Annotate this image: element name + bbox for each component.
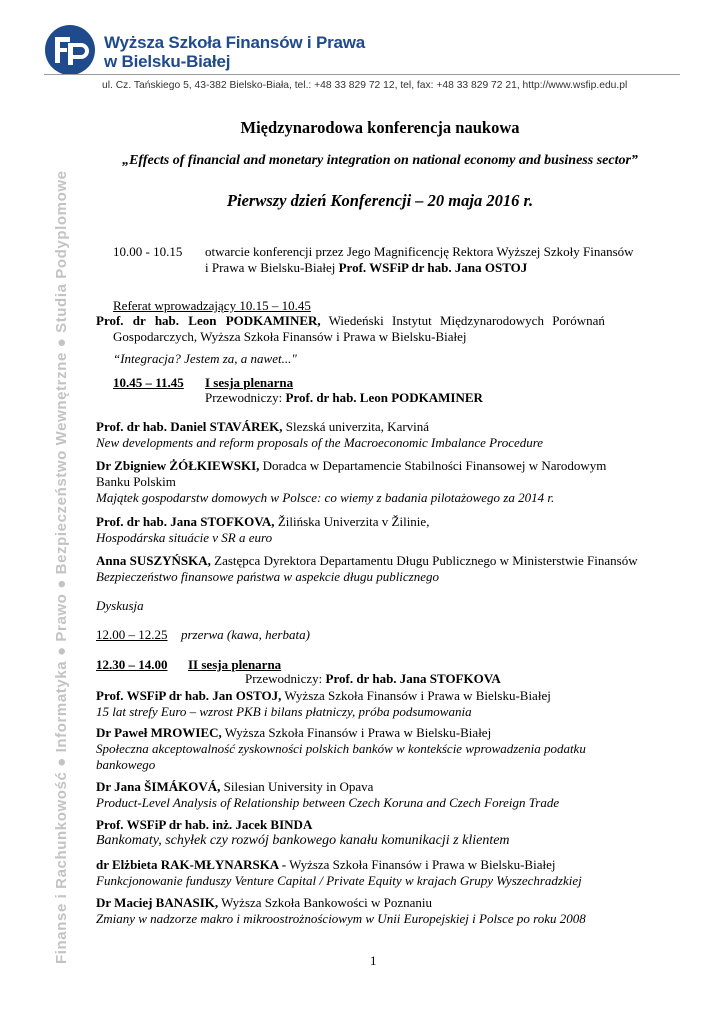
opening-time: 10.00 - 10.15: [113, 244, 183, 259]
intro-speaker: Prof. dr hab. Leon PODKAMINER,: [96, 313, 321, 328]
opening-rector: Prof. WSFiP dr hab. Jana OSTOJ: [338, 260, 528, 275]
talk-topic: Product-Level Analysis of Relationship between Czech Koruna and Czech Foreign Trade: [96, 795, 560, 810]
talk-affiliation: Žilińska Univerzita v Žilinie,: [274, 514, 430, 529]
talk-topic: Zmiany w nadzorze makro i mikroostrożnościowym w Unii Europejskiej i Polsce po roku 2008: [96, 911, 586, 926]
talk-affiliation: Wyższa Szkoła Finansów i Prawa w Bielsku-Białej: [281, 688, 551, 703]
school-logo: [44, 24, 100, 76]
talk-speaker: Dr Maciej BANASIK,: [96, 895, 219, 910]
talk-affiliation-2: Banku Polskim: [96, 474, 176, 489]
talk-topic: New developments and reform proposals of the Macroeconomic Imbalance Procedure: [96, 435, 544, 450]
talk-speaker-line: [96, 553, 638, 569]
talk-speaker-line: [96, 458, 606, 474]
conference-title: Międzynarodowa konferencja naukowa: [240, 118, 520, 137]
session2-chair-label: Przewodniczy:: [245, 671, 326, 686]
talk-affiliation: Wyższa Szkoła Finansów i Prawa w Bielsku-Białej: [286, 857, 556, 872]
talk-speaker: dr Elżbieta RAK-MŁYNARSKA -: [96, 857, 287, 872]
conference-subtitle: „Effects of financial and monetary integration on national economy and business sector”: [122, 153, 638, 168]
intro-heading: Referat wprowadzający 10.15 – 10.45: [113, 298, 311, 313]
talk-speaker-line: [96, 419, 429, 435]
talk-speaker-line: [96, 817, 312, 833]
session1-time: 10.45 – 11.45: [113, 375, 184, 390]
talk-topic: Majątek gospodarstw domowych w Polsce: co wiemy z badania pilotażowego za 2014 r.: [96, 490, 555, 505]
break-text: przerwa (kawa, herbata): [181, 627, 310, 642]
opening-text-line1: otwarcie konferencji przez Jego Magnificencję Rektora Wyższej Szkoły Finansów: [205, 244, 634, 259]
talk-affiliation: Wyższa Szkoła Finansów i Prawa w Bielsku-Białej: [221, 725, 492, 740]
talk-topic: Bezpieczeństwo finansowe państwa w aspekcie długu publicznego: [96, 569, 440, 584]
talk-topic-2: bankowego: [96, 757, 156, 772]
intro-speaker-line: [96, 313, 655, 329]
opening-text-line2: [205, 260, 527, 276]
intro-topic: “Integracja? Jestem za, a nawet...": [113, 351, 297, 366]
talk-speaker: Anna SUSZYŃSKA,: [96, 553, 211, 568]
talk-speaker: Dr Jana ŠIMÁKOVÁ,: [96, 779, 221, 794]
session1-chair: Prof. dr hab. Leon PODKAMINER: [285, 390, 483, 405]
sidebar-study-programs: Finanse i Rachunkowość ● Informatyka ● Prawo ● Bezpieczeństwo Wewnętrzne ● Studia Podyplomowe: [53, 170, 70, 964]
talk-speaker-line: [96, 895, 432, 911]
session1-name: I sesja plenarna: [205, 375, 294, 390]
discussion-label: Dyskusja: [96, 598, 144, 613]
header-divider: [44, 74, 680, 75]
session2-chair: Prof. dr hab. Jana STOFKOVA: [325, 671, 501, 686]
intro-affiliation-1: Wiedeński Instytut Międzynarodowych Porównań: [320, 313, 605, 328]
opening-text-plain: i Prawa w Bielsku-Białej: [205, 260, 339, 275]
talk-affiliation: Wyższa Szkoła Bankowości w Poznaniu: [218, 895, 432, 910]
talk-speaker: Prof. dr hab. Daniel STAVÁREK,: [96, 419, 283, 434]
talk-affiliation: Doradca w Departamencie Stabilności Finansowej w Narodowym: [259, 458, 607, 473]
talk-affiliation: Silesian University in Opava: [220, 779, 374, 794]
talk-speaker: Prof. WSFiP dr hab. inż. Jacek BINDA: [96, 817, 313, 832]
talk-speaker: Dr Zbigniew ŻÓŁKIEWSKI,: [96, 458, 260, 473]
session2-chair-line: [245, 671, 501, 687]
day-heading: Pierwszy dzień Konferencji – 20 maja 2016 r.: [226, 191, 534, 210]
talk-speaker: Dr Paweł MROWIEC,: [96, 725, 222, 740]
talk-speaker-line: [96, 514, 429, 530]
school-name-line1: Wyższa Szkoła Finansów i Prawa: [104, 33, 366, 52]
talk-speaker-line: [96, 725, 491, 741]
session2-name: II sesja plenarna: [188, 657, 282, 672]
talk-topic: Funkcjonowanie funduszy Venture Capital / Private Equity w krajach Grupy Wyszechradzkiej: [96, 873, 582, 888]
talk-speaker: Prof. WSFiP dr hab. Jan OSTOJ,: [96, 688, 282, 703]
break-time: 12.00 – 12.25: [96, 627, 168, 642]
talk-affiliation: Slezská univerzita, Karviná: [282, 419, 430, 434]
talk-topic: Hospodárska situácie v SR a euro: [96, 530, 273, 545]
school-address: ul. Cz. Tańskiego 5, 43-382 Bielsko-Biała, tel.: +48 33 829 72 12, tel, fax: +48 33 829 72 21, http://www.wsfip.edu.pl: [102, 80, 628, 91]
talk-speaker-line: [96, 857, 555, 873]
talk-speaker-line: [96, 779, 373, 795]
talk-topic: Bankomaty, schyłek czy rozwój bankowego kanału komunikacji z klientem: [96, 833, 510, 848]
talk-speaker-line: [96, 688, 551, 704]
session1-chair-line: [205, 390, 483, 406]
talk-speaker: Prof. dr hab. Jana STOFKOVA,: [96, 514, 275, 529]
intro-affiliation-2: Gospodarczych, Wyższa Szkoła Finansów i Prawa w Bielsku-Białej: [113, 329, 467, 344]
session1-chair-label: Przewodniczy:: [205, 390, 286, 405]
talk-affiliation: Zastępca Dyrektora Departamentu Długu Publicznego w Ministerstwie Finansów: [210, 553, 638, 568]
page-number: 1: [370, 953, 377, 968]
talk-topic: Społeczna akceptowalność zyskowności polskich banków w kontekście wprowadzenia podatku: [96, 741, 586, 756]
school-name-line2: w Bielsku-Białej: [104, 52, 231, 71]
session2-time: 12.30 – 14.00: [96, 657, 168, 672]
talk-topic: 15 lat strefy Euro – wzrost PKB i bilans płatniczy, próba podsumowania: [96, 704, 472, 719]
